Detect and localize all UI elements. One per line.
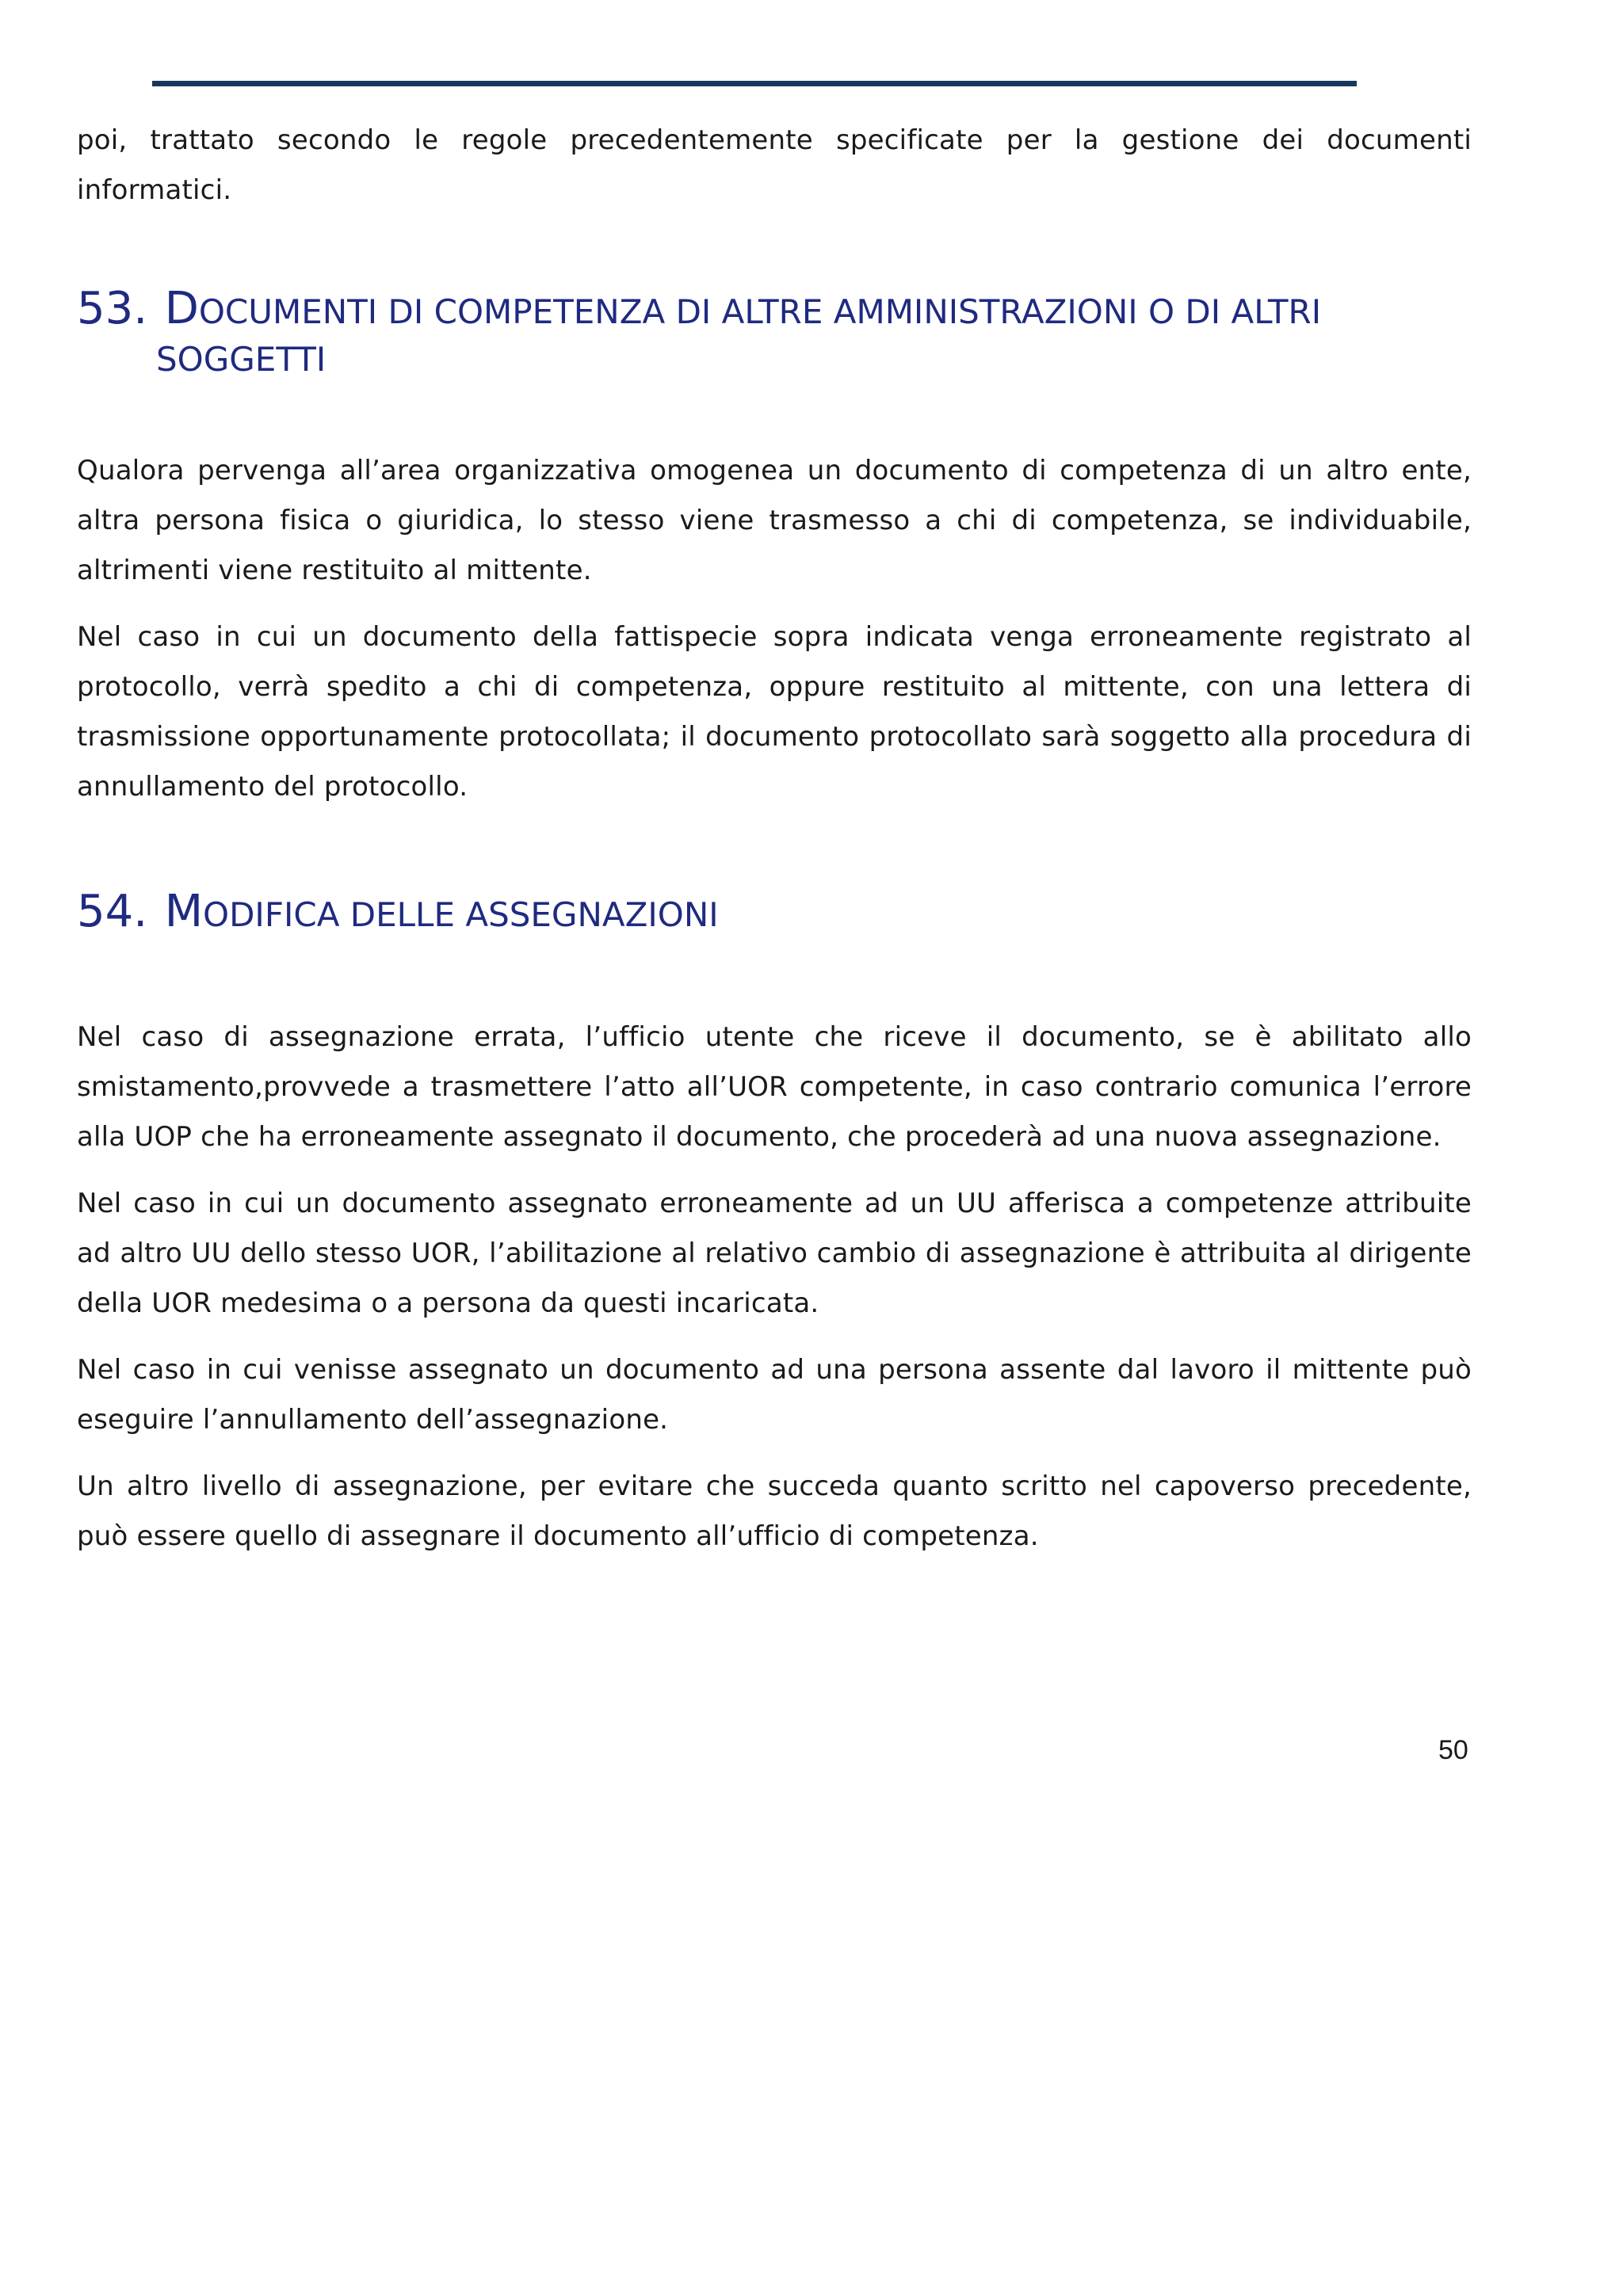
section-54-paragraph: Nel caso di assegnazione errata, l’ufficio utente che riceve il documento, se è abilitato allo smistamento,provvede a trasmettere l’atto all’UOR competente, in caso contrario comunica l’errore alla UOP che ha erroneamente assegnato il documento, che procederà ad una nuova assegnazione.	[77, 1021, 1472, 1154]
section-54-title-initial: M	[164, 886, 204, 938]
section-53-title-initial: D	[164, 283, 199, 334]
header-rule	[152, 81, 1357, 86]
section-53-title-line1: OCUMENTI DI COMPETENZA DI ALTRE AMMINISTRAZIONI O DI ALTRI	[198, 292, 1322, 331]
section-54-paragraph: Nel caso in cui un documento assegnato erroneamente ad un UU afferisca a competenze attribuite ad altro UU dello stesso UOR, l’abilitazione al relativo cambio di assegnazione è attribuita al dirigente della UOR medesima o a persona da questi incaricata.	[77, 1188, 1472, 1320]
section-54-paragraph: Un altro livello di assegnazione, per evitare che succeda quanto scritto nel capoverso precedente, può essere quello di assegnare il documento all’ufficio di competenza.	[77, 1470, 1472, 1553]
document-body	[77, 116, 1472, 1578]
intro-paragraph: poi, trattato secondo le regole precedentemente specificate per la gestione dei documenti informatici.	[77, 124, 1472, 206]
section-53-paragraph: Nel caso in cui un documento della fattispecie sopra indicata venga erroneamente registrato al protocollo, verrà spedito a chi di competenza, oppure restituito al mittente, con una lettera di trasmissione opportunamente protocollata; il documento protocollato sarà soggetto alla procedura di annullamento del protocollo.	[77, 621, 1472, 803]
section-53-number: 53.	[77, 283, 148, 334]
section-54-paragraph: Nel caso in cui venisse assegnato un documento ad una persona assente dal lavoro il mittente può eseguire l’annullamento dell’assegnazione.	[77, 1354, 1472, 1436]
section-54-title: ODIFICA DELLE ASSEGNAZIONI	[203, 895, 719, 935]
section-54-heading	[77, 883, 1472, 941]
section-54-number: 54.	[77, 886, 148, 938]
page-number: 50	[1438, 1735, 1468, 1765]
section-53-paragraph: Qualora pervenga all’area organizzativa omogenea un documento di competenza di un altro ente, altra persona fisica o giuridica, lo stesso viene trasmesso a chi di competenza, se individuabile, altrimenti viene restituito al mittente.	[77, 455, 1472, 587]
section-53-heading	[77, 280, 1472, 381]
section-53-title-line2: SOGGETTI	[156, 339, 327, 379]
